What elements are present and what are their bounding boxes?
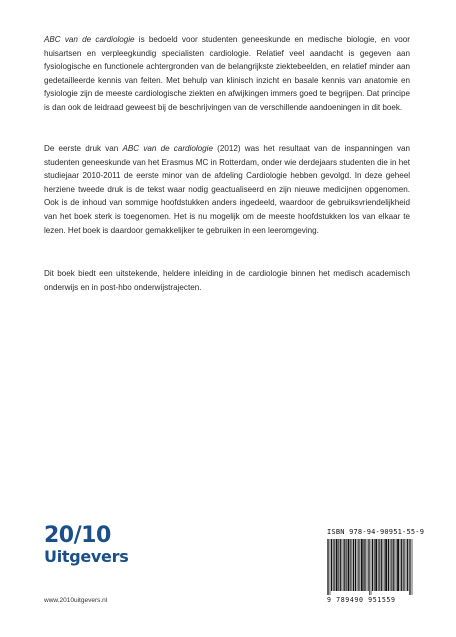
barcode-bar [342, 539, 343, 591]
barcode-bar [383, 539, 384, 591]
book-title-italic: ABC van de cardiologie [44, 35, 135, 44]
barcode-bar [363, 539, 364, 591]
book-title-italic: ABC van de cardiologie [122, 144, 213, 153]
barcode-bar [336, 539, 338, 591]
barcode-bar [371, 539, 372, 595]
barcode-bar [381, 539, 382, 591]
barcode-image [327, 539, 413, 595]
barcode-bar [401, 539, 402, 591]
isbn-label: ISBN 978-94-90951-55-9 [327, 528, 425, 536]
paragraph-2-lead: De eerste druk van [44, 144, 123, 153]
barcode-bar [327, 539, 328, 595]
paragraph-2-text: (2012) was het resultaat van de inspanningen van studenten geneeskunde van het Erasmus MC in Rotterdam, onder wie derdejaars studenten die in het studiejaar 2010-2011 de eerste minor van de afdeling Cardiologie hebben gevolgd. In deze geheel herziene tweede druk is de tekst waar nodig geactualiseerd en zijn nieuwe medicijnen opgenomen. Ook is de inhoud van sommige hoofdstukken anders ingedeeld, waardoor de gebruiksvriendelijkheid van het boek sterk is toegenomen. Het is nu mogelijk om de meeste hoofdstukken los van elkaar te lezen. Het boek is daardoor gemakkelijker te gebruiken in een leeromgeving. [44, 144, 410, 235]
barcode-bar [406, 539, 407, 591]
barcode-bar [390, 539, 391, 591]
barcode-bar [351, 539, 352, 591]
barcode-bar [328, 539, 329, 595]
description-paragraph-1 [44, 33, 410, 115]
barcode-bar [384, 539, 385, 591]
barcode-bar [355, 539, 356, 591]
description-paragraph-3: Dit boek biedt een uitstekende, heldere inleiding in de cardiologie binnen het medisch academisch onderwijs en in post-hbo onderwijstrajecten. [44, 269, 410, 292]
barcode-bar [403, 539, 404, 591]
barcode-digits: 9 789490 951559 [327, 596, 396, 604]
barcode-bar [385, 539, 387, 591]
barcode-bar [359, 539, 360, 591]
barcode-bar [391, 539, 392, 591]
barcode-bar [394, 539, 395, 591]
publisher-website: www.2010uitgevers.nl [44, 597, 108, 604]
barcode-bar [358, 539, 359, 591]
barcode-bar [330, 539, 331, 595]
barcode-bar [374, 539, 375, 591]
barcode-bar [368, 539, 369, 591]
barcode-bar [407, 539, 408, 591]
barcode-bar [340, 539, 341, 591]
isbn-barcode-block [327, 528, 425, 604]
barcode-bar [331, 539, 332, 591]
paragraph-1-text: is bedoeld voor studenten geneeskunde en medische biologie, en voor huisartsen en verpleegkundig specialisten cardiologie. Relatief veel aandacht is gegeven aan fysiologische en functionele achtergronden van de belangrijkste ziektebeelden, en relatief minder aan gedetailleerde kennis van feiten. Met behulp van klinisch inzicht en basale kennis van anatomie en fysiologie zijn de meeste cardiologische ziekten en afwijkingen immers goed te begrijpen. Dat principe is dan ook de leidraad geweest bij de beschrijvingen van de verschillende aandoeningen in dit boek. [44, 35, 410, 112]
barcode-bar [392, 539, 393, 591]
logo-name: Uitgevers [44, 547, 129, 566]
barcode-bar [348, 539, 350, 591]
barcode-bar [333, 539, 334, 591]
barcode-bar [338, 539, 339, 591]
barcode-bar [400, 539, 401, 591]
description-paragraph-2 [44, 142, 410, 237]
barcode-bar [397, 539, 399, 591]
barcode-bar [357, 539, 358, 591]
barcode-bar [409, 539, 410, 595]
barcode-bar [410, 539, 411, 595]
barcode-bar [346, 539, 347, 591]
barcode-bar [369, 539, 370, 595]
publisher-logo [44, 525, 128, 565]
barcode-bar [412, 539, 413, 595]
barcode-bar [388, 539, 389, 591]
barcode-bar [361, 539, 363, 591]
barcode-bar [350, 539, 351, 591]
barcode-bar [379, 539, 380, 591]
barcode-bar [353, 539, 354, 591]
barcode-bar [378, 539, 379, 591]
barcode-bar [334, 539, 335, 591]
barcode-bar [375, 539, 377, 591]
barcode-bar [404, 539, 405, 591]
barcode-bar [396, 539, 397, 591]
barcode-bar [372, 539, 373, 591]
logo-number: 20/10 [44, 523, 111, 548]
barcode-bar [344, 539, 345, 591]
barcode-bar [367, 539, 368, 591]
barcode-bar [365, 539, 366, 591]
barcode-bar [343, 539, 344, 591]
